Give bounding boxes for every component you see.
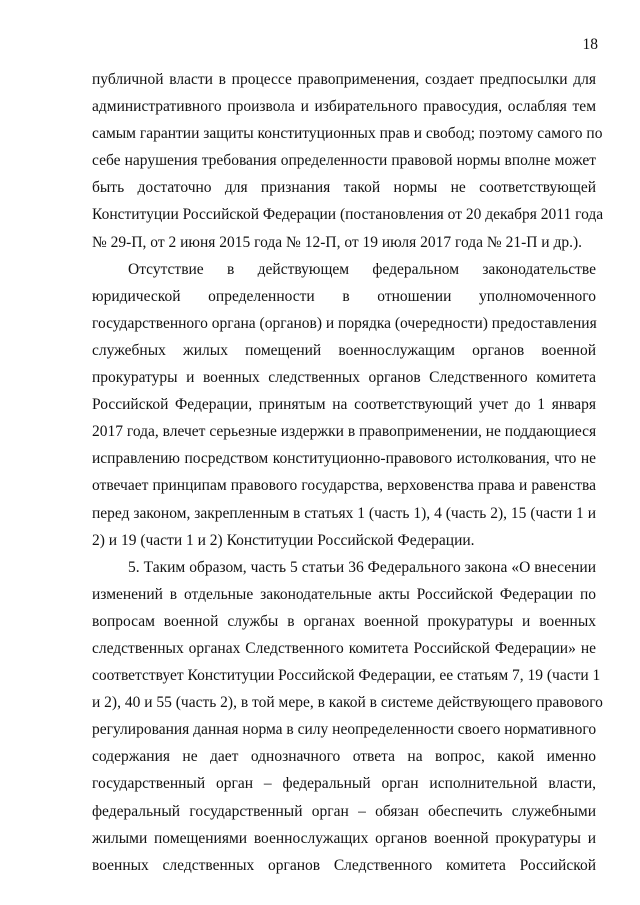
paragraph-line: государственный орган – федеральный орган исполнительной власти, [92,775,596,793]
paragraph-line: следственных органах Следственного комитета Российской Федерации» не [92,639,596,657]
paragraph-line: 2) и 19 (части 1 и 2) Конституции Российской Федерации. [92,531,475,549]
page-number: 18 [582,36,598,53]
paragraph-line: отвечает принципам правового государства, верховенства права и равенства [92,477,596,495]
paragraph-line: изменений в отдельные законодательные акты Российской Федерации по [92,585,596,603]
paragraph-line: перед законом, закрепленным в статьях 1 (часть 1), 4 (часть 2), 15 (части 1 и [92,504,596,522]
document-body [92,66,604,879]
paragraph [92,66,604,256]
paragraph-line: военных следственных органов Следственного комитета Российской [92,856,596,874]
paragraph-line: вопросам военной службы в органах военной прокуратуры и военных [92,612,596,630]
paragraph-line: и 2), 40 и 55 (часть 2), в той мере, в какой в системе действующего правового [92,694,603,712]
paragraph-line: публичной власти в процессе правоприменения, создает предпосылки для [92,71,596,88]
paragraph-line: № 29-П, от 2 июня 2015 года № 12-П, от 19 июля 2017 года № 21-П и др.). [92,233,583,251]
paragraph-line: Российской Федерации, принятым на соответствующий учет до 1 января [92,396,596,414]
paragraph-line: жилыми помещениями военнослужащих органов военной прокуратуры и [92,829,596,847]
paragraph-line: юридической определенности в отношении уполномоченного [92,287,596,305]
paragraph-line: служебных жилых помещений военнослужащим органов военной [92,341,596,359]
paragraph-line: федеральный государственный орган – обязан обеспечить служебными [92,802,596,820]
paragraph-line: регулирования данная норма в силу неопределенности своего нормативного [92,721,597,739]
paragraph-line: содержания не дает однозначного ответа на вопрос, какой именно [92,748,596,766]
paragraph-line: Конституции Российской Федерации (постановления от 20 декабря 2011 года [92,206,604,224]
paragraph-line: самым гарантии защиты конституционных прав и свобод; поэтому самого по [92,125,603,143]
paragraph-line: исправлению посредством конституционно-правового истолкования, что не [92,450,596,468]
paragraph-line: Отсутствие в действующем федеральном законодательстве [128,260,596,278]
paragraph-line: административного произвола и избирательного правосудия, ослабляя тем [92,98,596,116]
paragraph [92,256,596,554]
paragraph-line: быть достаточно для признания такой нормы не соответствующей [92,179,596,197]
paragraph-line: себе нарушения требования определенности правовой нормы вполне может [92,152,596,170]
paragraph-line: 5. Таким образом, часть 5 статьи 36 Федерального закона «О внесении [128,558,596,576]
paragraph [92,554,603,879]
paragraph-line: 2017 года, влечет серьезные издержки в правоприменении, не поддающиеся [92,423,597,441]
paragraph-line: прокуратуры и военных следственных органов Следственного комитета [92,369,596,387]
paragraph-line: государственного органа (органов) и порядка (очередности) предоставления [92,314,597,332]
paragraph-line: соответствует Конституции Российской Федерации, ее статьям 7, 19 (части 1 [92,667,601,685]
